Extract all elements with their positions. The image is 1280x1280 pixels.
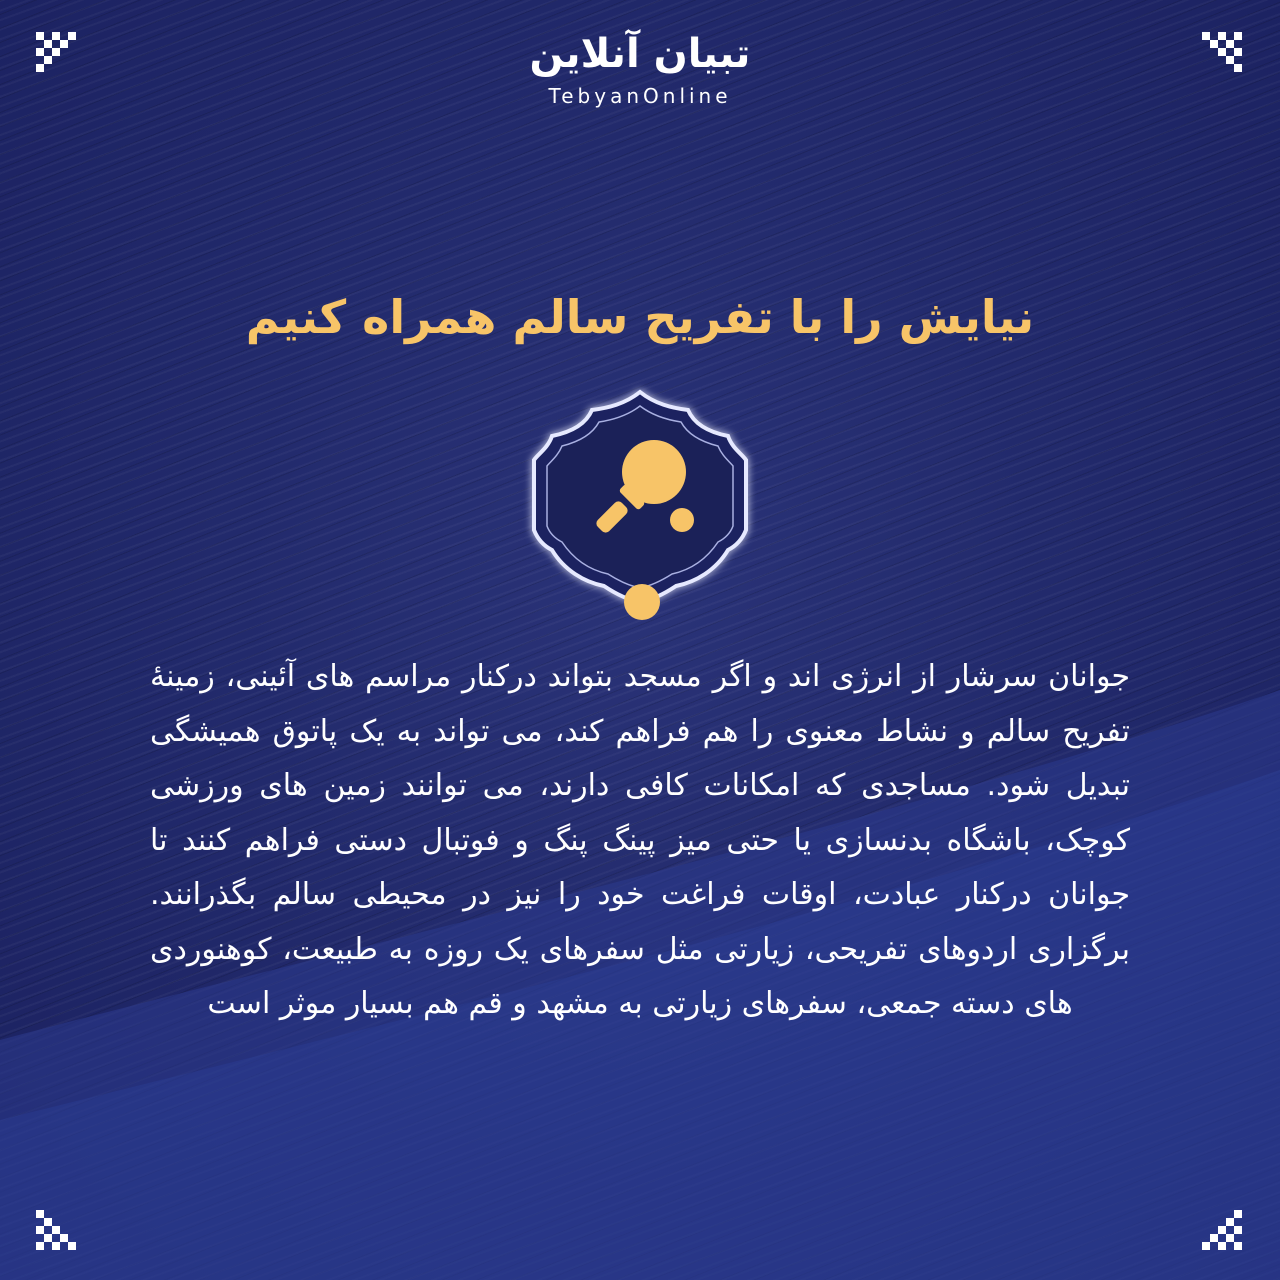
- corner-ornament-bottom-left: [34, 1208, 78, 1252]
- corner-ornament-bottom-right: [1200, 1208, 1244, 1252]
- brand-name-en: TebyanOnline: [548, 84, 732, 108]
- page-title: نیایش را با تفریح سالم همراه کنیم: [245, 290, 1035, 344]
- body-paragraph: جوانان سرشار از انرژی اند و اگر مسجد بتواند درکنار مراسم های آئینی، زمینهٔ تفریح سالم و نشاط معنوی را هم فراهم کند، می تواند به یک پاتوق همیشگی تبدیل شود. مساجدی که امکانات کافی دارند، می توانند زمین های ورزشی کوچک، باشگاه بدنسازی یا حتی میز پینگ پنگ و فوتبال دستی فراهم کنند تا جوانان درکنار عبادت، اوقات فراغت خود را نیز در محیطی سالم بگذرانند. برگزاری اردوهای تفریحی، زیارتی مثل سفرهای یک روزه به طبیعت، کوهنوردی های دسته جمعی، سفرهای زیارتی به مشهد و قم هم بسیار موثر است: [150, 659, 1130, 1021]
- ball-icon: [624, 584, 660, 620]
- brand-logo: [0, 28, 1280, 110]
- mihrab-emblem: [520, 380, 760, 620]
- brand-name-fa: تبیان آنلاین: [529, 31, 751, 77]
